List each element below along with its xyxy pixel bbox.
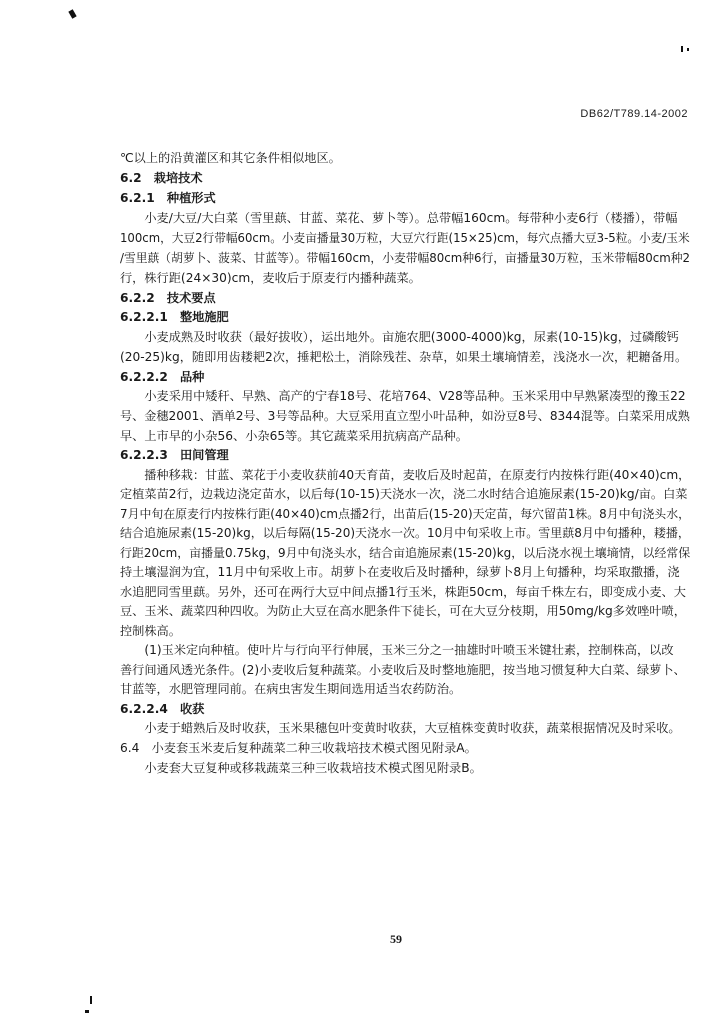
body-line: (20-25)kg，随即用齿耧耙2次，捶耙松土，消除残茬、杂草，如果土壤墒情差，浅浇水一次，耙耱备用。	[120, 350, 688, 364]
body-line: 善行间通风透光条件。(2)小麦收后复种蔬菜。小麦收后及时整地施肥，按当地习惯复种大白菜、绿萝卜、	[120, 663, 686, 677]
section-heading: 6.2.1 种植形式	[120, 191, 216, 205]
scan-speck	[90, 996, 92, 1004]
scan-speck	[687, 48, 689, 51]
body-line: 行距20cm，亩播量0.75kg，9月中旬浇头水，结合亩追施尿素(15-20)kg，以后浇水视土壤墒情，以经常保	[120, 546, 691, 560]
body-line: 小麦套大豆复种或移栽蔬菜三种三收栽培技术模式图见附录B。	[120, 761, 482, 775]
section-heading: 6.2.2.4 收获	[120, 702, 205, 716]
body-line: 控制株高。	[120, 624, 181, 638]
body-line: 行，株行距(24×30)cm，麦收后于原麦行内播种蔬菜。	[120, 271, 421, 285]
section-heading: 6.2 栽培技术	[120, 171, 203, 185]
body-line: /雪里蕻（胡萝卜、菠菜、甘蓝等）。带幅160cm，小麦带幅80cm种6行，亩播量30万粒，玉米带幅80cm种2	[120, 251, 690, 265]
body-line: 早、上市早的小杂56、小杂65等。其它蔬菜采用抗病高产品种。	[120, 429, 468, 443]
scan-speck	[85, 1010, 89, 1013]
page-number: 59	[390, 932, 402, 946]
body-line: 结合追施尿素(15-20)kg，以后每隔(15-20)天浇水一次。10月中旬采收上市。雪里蕻8月中旬播种，耧播，	[120, 526, 690, 540]
body-line: 100cm，大豆2行带幅60cm。小麦亩播量30万粒，大豆穴行距(15×25)cm，每穴点播大豆3-5粒。小麦/玉米	[120, 231, 690, 245]
body-line: 6.4 小麦套玉米麦后复种蔬菜二种三收栽培技术模式图见附录A。	[120, 741, 477, 755]
scan-speck	[681, 46, 683, 52]
body-line: 小麦成熟及时收获（最好拔收），运出地外。亩施农肥(3000-4000)kg，尿素(10-15)kg，过磷酸钙	[120, 330, 679, 344]
section-heading: 6.2.2 技术要点	[120, 291, 216, 305]
section-heading: 6.2.2.2 品种	[120, 370, 205, 384]
body-line: 小麦/大豆/大白菜（雪里蕻、甘蓝、菜花、萝卜等）。总带幅160cm。每带种小麦6行（楼播），带幅	[120, 211, 678, 225]
body-line: 号、金穗2001、酒单2号、3号等品种。大豆采用直立型小叶品种，如汾豆8号、8344混等。白菜采用成熟	[120, 409, 690, 423]
standard-code: DB62/T789.14-2002	[580, 108, 688, 120]
body-line: 播种移栽：甘蓝、菜花于小麦收获前40天育苗，麦收后及时起苗，在原麦行内按株行距(40×40)cm，	[120, 468, 691, 482]
body-line: 豆、玉米、蔬菜四种四收。为防止大豆在高水肥条件下徒长，可在大豆分枝期，用50mg/kg多效唑叶喷，	[120, 604, 686, 618]
body-line: 7月中旬在原麦行内按株行距(40×40)cm点播2行，出苗后(15-20)天定苗，每穴留苗1株。8月中旬浇头水，	[120, 507, 690, 521]
scan-speck	[68, 9, 76, 18]
body-line: (1)玉米定向种植。使叶片与行向平行伸展，玉米三分之一抽雄时叶喷玉米键壮素，控制株高，以改	[120, 643, 674, 657]
body-line: 甘蓝等，水肥管理同前。在病虫害发生期间选用适当农药防治。	[120, 682, 462, 696]
body-line: 小麦于蜡熟后及时收获，玉米果穗包叶变黄时收获，大豆植株变黄时收获，蔬菜根据情况及时采收。	[120, 721, 681, 735]
body-line: 小麦采用中矮秆、早熟、高产的宁春18号、花培764、V28等品种。玉米采用中早熟紧凑型的豫玉22	[120, 389, 686, 403]
body-line: 水追肥同雪里蕻。另外，还可在两行大豆中间点播1行玉米，株距50cm，每亩千株左右，即变成小麦、大	[120, 585, 686, 599]
body-line: 持土壤湿润为宜，11月中旬采收上市。胡萝卜在麦收后及时播种，绿萝卜8月上旬播种，均采取撒播，浇	[120, 565, 680, 579]
section-heading: 6.2.2.3 田间管理	[120, 448, 229, 462]
body-line: ℃以上的沿黄灌区和其它条件相似地区。	[120, 151, 341, 165]
section-heading: 6.2.2.1 整地施肥	[120, 310, 229, 324]
body-line: 定植菜苗2行，边栽边浇定苗水，以后每(10-15)天浇水一次，浇二水时结合追施尿素(15-20)kg/亩。白菜	[120, 487, 688, 501]
